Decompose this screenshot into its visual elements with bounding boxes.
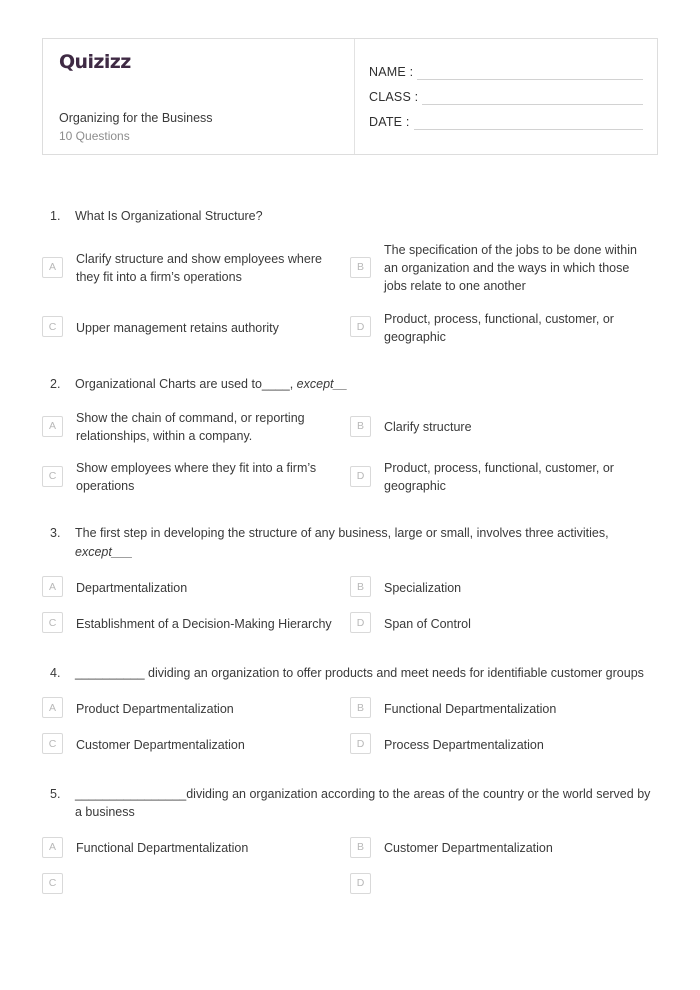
- option-text: Process Departmentalization: [384, 737, 544, 752]
- option-text: Product, process, functional, customer, or geographic: [384, 461, 614, 494]
- option-1-c[interactable]: [42, 308, 350, 346]
- option-2-b[interactable]: [350, 407, 658, 445]
- question-1-number: 1.: [50, 209, 61, 223]
- option-letter-icon: C: [42, 466, 63, 487]
- name-field-input[interactable]: [417, 65, 643, 80]
- option-text: Span of Control: [384, 616, 471, 631]
- option-3-a[interactable]: [42, 575, 350, 599]
- option-letter-icon: A: [42, 576, 63, 597]
- option-text: Functional Departmentalization: [76, 840, 249, 855]
- option-letter-icon: D: [350, 316, 371, 337]
- option-text: The specification of the jobs to be done within an organization and the ways in which those jobs relate to one another: [384, 243, 637, 294]
- option-text: Upper management retains authority: [76, 320, 279, 335]
- option-text: Specialization: [384, 580, 462, 595]
- question-2-options: [42, 407, 658, 508]
- option-letter-icon: B: [350, 257, 371, 278]
- question-5-text: ________________dividing an organization according to the areas of the country or the world served by a business: [75, 786, 651, 819]
- quiz-meta: [59, 110, 338, 144]
- option-letter-icon: A: [42, 837, 63, 858]
- question-block-4: [42, 664, 658, 768]
- question-block-2: [42, 375, 658, 508]
- option-text: Customer Departmentalization: [384, 840, 553, 855]
- option-letter-icon: D: [350, 733, 371, 754]
- question-3-text-pre: The first step in developing the structure of any business, large or small, involves three activities,: [75, 526, 609, 541]
- option-letter-icon: A: [42, 697, 63, 718]
- question-2-number: 2.: [50, 376, 61, 391]
- question-3-text-italic: except___: [75, 544, 133, 559]
- option-4-b[interactable]: [350, 696, 658, 720]
- quizizz-logo: [59, 53, 338, 72]
- option-letter-icon: B: [350, 697, 371, 718]
- field-row-name: [369, 65, 643, 80]
- field-row-date: [369, 115, 643, 130]
- question-3-options: [42, 575, 658, 647]
- question-2-text-italic: except__: [296, 376, 348, 391]
- option-letter-icon: D: [350, 873, 371, 894]
- option-text: Departmentalization: [76, 580, 188, 595]
- question-1-heading: [42, 207, 658, 225]
- quizizz-logo-text: Quizizz: [59, 51, 131, 73]
- question-1-text: What Is Organizational Structure?: [75, 209, 263, 223]
- option-letter-icon: A: [42, 416, 63, 437]
- option-text: Product Departmentalization: [76, 701, 234, 716]
- option-letter-icon: B: [350, 837, 371, 858]
- option-text: Functional Departmentalization: [384, 701, 557, 716]
- option-3-d[interactable]: [350, 611, 658, 635]
- option-letter-icon: D: [350, 612, 371, 633]
- option-text: Clarify structure and show employees where they fit into a firm’s operations: [76, 252, 322, 285]
- option-letter-icon: B: [350, 576, 371, 597]
- option-5-c[interactable]: [42, 871, 350, 895]
- option-text: [384, 882, 658, 884]
- option-5-b[interactable]: [350, 835, 658, 859]
- option-1-b[interactable]: [350, 239, 658, 295]
- questions-list: [42, 207, 658, 907]
- option-text: Show employees where they fit into a firm’s operations: [76, 461, 317, 494]
- question-block-3: [42, 524, 658, 646]
- quiz-question-count: 10 Questions: [59, 128, 130, 143]
- worksheet-header-card: [42, 38, 658, 155]
- option-2-c[interactable]: [42, 457, 350, 495]
- option-2-d[interactable]: [350, 457, 658, 495]
- question-4-text: __________ dividing an organization to offer products and meet needs for identifiable customer groups: [75, 665, 644, 680]
- option-letter-icon: D: [350, 466, 371, 487]
- option-letter-icon: C: [42, 873, 63, 894]
- option-3-b[interactable]: [350, 575, 658, 599]
- option-text: Clarify structure: [384, 419, 472, 434]
- option-1-d[interactable]: [350, 308, 658, 346]
- option-5-d[interactable]: [350, 871, 658, 895]
- question-3-text: [75, 524, 658, 560]
- option-letter-icon: C: [42, 316, 63, 337]
- question-3-number: 3.: [50, 526, 61, 541]
- option-1-a[interactable]: [42, 239, 350, 295]
- option-text: Customer Departmentalization: [76, 737, 245, 752]
- option-4-c[interactable]: [42, 732, 350, 756]
- option-letter-icon: C: [42, 733, 63, 754]
- question-5-heading: [42, 785, 658, 821]
- option-text: Show the chain of command, or reporting relationships, within a company.: [76, 410, 305, 443]
- question-2-heading: [42, 375, 658, 393]
- question-block-1: [42, 207, 658, 358]
- option-text: Product, process, functional, customer, or geographic: [384, 311, 614, 344]
- class-field-label: CLASS :: [369, 90, 419, 104]
- question-3-heading: [42, 524, 658, 560]
- quiz-title: Organizing for the Business: [59, 110, 213, 125]
- question-block-5: [42, 785, 658, 907]
- class-field-input[interactable]: [422, 90, 643, 105]
- student-info-fields: [355, 39, 657, 154]
- question-2-text-pre: Organizational Charts are used to____,: [75, 376, 297, 391]
- date-field-label: DATE :: [369, 115, 410, 129]
- option-4-a[interactable]: [42, 696, 350, 720]
- question-4-number: 4.: [50, 665, 61, 680]
- name-field-label: NAME :: [369, 65, 414, 79]
- option-2-a[interactable]: [42, 407, 350, 445]
- header-left-panel: [43, 39, 355, 154]
- question-1-options: [42, 239, 658, 358]
- option-3-c[interactable]: [42, 611, 350, 635]
- option-4-d[interactable]: [350, 732, 658, 756]
- option-letter-icon: C: [42, 612, 63, 633]
- option-text: Establishment of a Decision-Making Hierarchy: [76, 616, 332, 631]
- field-row-class: [369, 90, 643, 105]
- date-field-input[interactable]: [414, 115, 643, 130]
- question-5-options: [42, 835, 658, 907]
- option-5-a[interactable]: [42, 835, 350, 859]
- question-2-text: [75, 375, 658, 393]
- option-text: [76, 882, 350, 884]
- question-4-options: [42, 696, 658, 768]
- question-4-heading: [42, 664, 658, 682]
- question-5-number: 5.: [50, 786, 61, 801]
- option-letter-icon: B: [350, 416, 371, 437]
- option-letter-icon: A: [42, 257, 63, 278]
